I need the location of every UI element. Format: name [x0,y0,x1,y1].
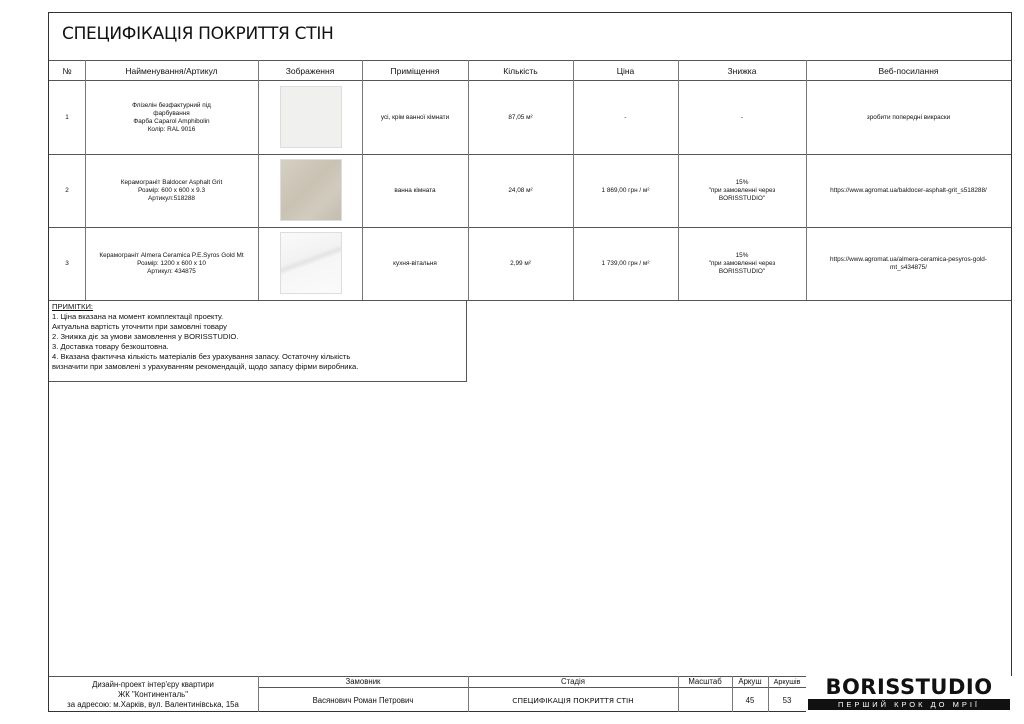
sheet-number: 45 [745,695,755,705]
col-header-name: Найменування/Артикул [125,65,218,76]
material-swatch-image [280,86,342,148]
name-line: Керамограніт Almera Ceramica P.E.Syros Gold Mt [99,252,244,259]
row-discount [678,228,806,300]
row-price: 1 739,00 грн / м² [601,260,650,267]
notes-box [49,300,467,382]
name-line: Керамограніт Baldocer Asphalt Grit [120,179,223,186]
row-link[interactable] [806,228,1011,300]
name-line: Артикул:518288 [148,195,195,202]
row-quantity: 24,08 м² [508,187,533,194]
customer-value: Васянович Роман Петрович [312,695,414,705]
link-line[interactable]: зробити попередні викраски [866,113,951,121]
project-line: за адресою: м.Харків, вул. Валентинівська, 15а [67,699,239,709]
col-header-price: Ціна [616,65,635,76]
project-line: ЖК "Континенталь" [118,689,188,699]
stage-value: СПЕЦИФІКАЦІЯ ПОКРИТТЯ СТІН [512,695,634,705]
project-description [46,677,260,712]
discount-line: 15% [735,179,749,186]
row-number: 3 [65,260,69,267]
col-divider [258,60,259,300]
link-line[interactable]: https://www.agromat.ua/baldocer-asphalt-grit_s518288/ [830,187,987,194]
row-name [85,155,258,227]
col-header-number: № [62,65,72,76]
material-swatch-image [280,159,342,221]
discount-line: "при замовленні через [708,187,776,194]
notes-line: 3. Доставка товару безкоштовна. [52,342,169,351]
discount-line: 15% [735,252,749,259]
name-line: Фарба Caparol Amphibolin [133,117,210,125]
row-room: усі, крім ванної кімнати [380,113,450,121]
brand-logo [806,676,1012,712]
row-name [85,228,258,300]
col-header-room: Приміщення [390,65,440,76]
material-swatch-image [280,232,342,294]
row-price: 1 869,00 грн / м² [601,187,650,194]
col-header-quantity: Кількість [503,65,538,76]
scale-label: Масштаб [688,677,722,686]
name-line: Розмір: 600 x 600 x 9.3 [137,187,205,194]
discount-line: - [740,113,744,121]
row-price: - [624,113,627,121]
customer-label: Замовник [345,677,381,686]
col-header-link: Веб-посилання [878,65,939,76]
sheet-label: Аркуш [738,677,762,686]
notes-line: 4. Вказана фактична кількість матеріалів без урахування запасу. Остаточну кількість [52,352,351,361]
row-discount [678,155,806,227]
row-room: ванна кімната [394,187,436,194]
notes-heading: ПРИМІТКИ: [52,302,94,311]
logo-wordmark: BORISSTUDIO [825,675,993,699]
page-title: СПЕЦИФІКАЦІЯ ПОКРИТТЯ СТІН [62,24,334,44]
name-line: Артикул: 434875 [147,268,196,275]
row-link[interactable] [806,155,1011,227]
discount-line: BORISSTUDIO" [718,268,766,275]
row-number: 2 [65,187,69,194]
notes-line: 2. Знижка діє за умови замовлення у BORISSTUDIO. [52,332,239,341]
row-quantity: 87,05 м² [508,113,533,121]
name-line: Флізелін безфактурний під [132,101,211,109]
logo-tagline: ПЕРШИЙ КРОК ДО МРІЇ [808,699,1010,710]
link-line[interactable]: mt_s434875/ [890,264,927,271]
row-discount [678,81,806,154]
scale-value [678,688,732,712]
discount-line: BORISSTUDIO" [718,195,766,202]
stage-label: Стадія [561,677,585,686]
project-line: Дизайн-проект інтер'єру квартири [92,679,214,689]
row-quantity: 2,99 м² [510,260,531,267]
row-room: кухня-вітальня [393,260,437,267]
name-line: Колір: RAL 9016 [147,125,196,133]
row-name [85,81,258,154]
notes-line: визначити при замовлені з урахуванням рекомендацій, щодо запасу фірми виробника. [52,362,359,371]
row-number: 1 [65,113,69,121]
notes-line: Актуальна вартість уточнити при замовлні товару [52,322,227,331]
discount-line: "при замовленні через [708,260,776,267]
link-line[interactable]: https://www.agromat.ua/almera-ceramica-pesyros-gold- [830,256,987,263]
row-link[interactable] [806,81,1011,154]
sheets-label: Аркушів [773,677,801,686]
col-header-image: Зображення [285,65,335,76]
name-line: фарбування [153,109,190,117]
sheets-total: 53 [782,695,792,705]
name-line: Розмір: 1200 x 600 x 10 [137,260,206,267]
notes-line: 1. Ціна вказана на момент комплектації проекту. [52,312,224,321]
col-header-discount: Знижка [727,65,757,76]
